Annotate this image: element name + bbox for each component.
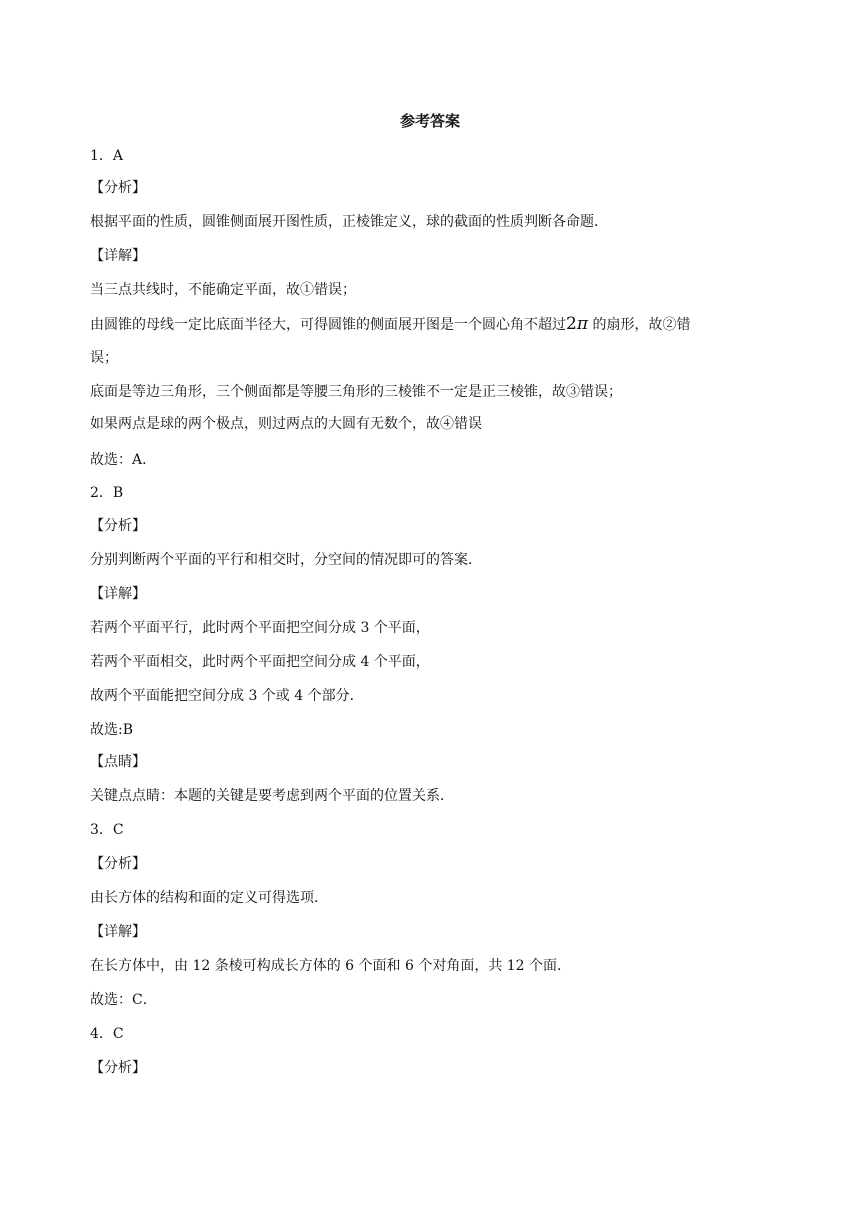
q3-choice: 故选：C． <box>90 992 157 1008</box>
q4-answer: 4．C <box>90 1026 124 1042</box>
q2-comment-heading: 【点睛】 <box>90 754 146 770</box>
q2-answer: 2．B <box>90 485 124 501</box>
q2-detail-line-3: 故两个平面能把空间分成 3 个或 4 个部分． <box>90 688 364 704</box>
q2-comment-text: 关键点点睛：本题的关键是要考虑到两个平面的位置关系． <box>90 788 454 804</box>
q1-choice: 故选：A． <box>90 452 157 468</box>
q1-detail-line-2-cont: 误； <box>90 350 118 366</box>
q2-analysis-heading: 【分析】 <box>90 518 146 534</box>
q3-detail-line-1: 在长方体中，由 12 条棱可构成长方体的 6 个面和 6 个对角面，共 12 个面． <box>90 958 572 974</box>
q3-analysis-text: 由长方体的结构和面的定义可得选项． <box>90 890 328 906</box>
q2-choice: 故选:B <box>90 722 134 738</box>
q1-detail-line-3: 底面是等边三角形，三个侧面都是等腰三角形的三棱锥不一定是正三棱锥，故③错误； <box>90 384 622 400</box>
q1-detail-line-2-part-a: 由圆锥的母线一定比底面半径大，可得圆锥的侧面展开图是一个圆心角不超过 <box>90 317 566 333</box>
q1-detail-line-1: 当三点共线时，不能确定平面，故①错误； <box>90 282 356 298</box>
q1-answer: 1．A <box>90 148 124 164</box>
q4-analysis-heading: 【分析】 <box>90 1060 146 1076</box>
q2-detail-heading: 【详解】 <box>90 586 146 602</box>
math-two: 2 <box>566 314 577 334</box>
q2-detail-line-1: 若两个平面平行，此时两个平面把空间分成 3 个平面， <box>90 620 430 636</box>
q3-answer: 3．C <box>90 822 124 838</box>
q1-analysis-text: 根据平面的性质，圆锥侧面展开图性质，正棱锥定义，球的截面的性质判断各命题． <box>90 214 608 230</box>
q2-analysis-text: 分别判断两个平面的平行和相交时，分空间的情况即可的答案． <box>90 552 482 568</box>
q1-detail-line-2 <box>90 314 690 335</box>
q3-detail-heading: 【详解】 <box>90 924 146 940</box>
q3-analysis-heading: 【分析】 <box>90 856 146 872</box>
q2-detail-line-2: 若两个平面相交，此时两个平面把空间分成 4 个平面， <box>90 654 430 670</box>
q1-detail-heading: 【详解】 <box>90 248 146 264</box>
page-title: 参考答案 <box>399 112 460 130</box>
q1-detail-line-4: 如果两点是球的两个极点，则过两点的大圆有无数个，故④错误 <box>90 416 482 432</box>
q1-analysis-heading: 【分析】 <box>90 180 146 196</box>
math-pi: π <box>576 314 589 334</box>
q1-detail-line-2-part-b: 的扇形，故②错 <box>592 317 691 333</box>
